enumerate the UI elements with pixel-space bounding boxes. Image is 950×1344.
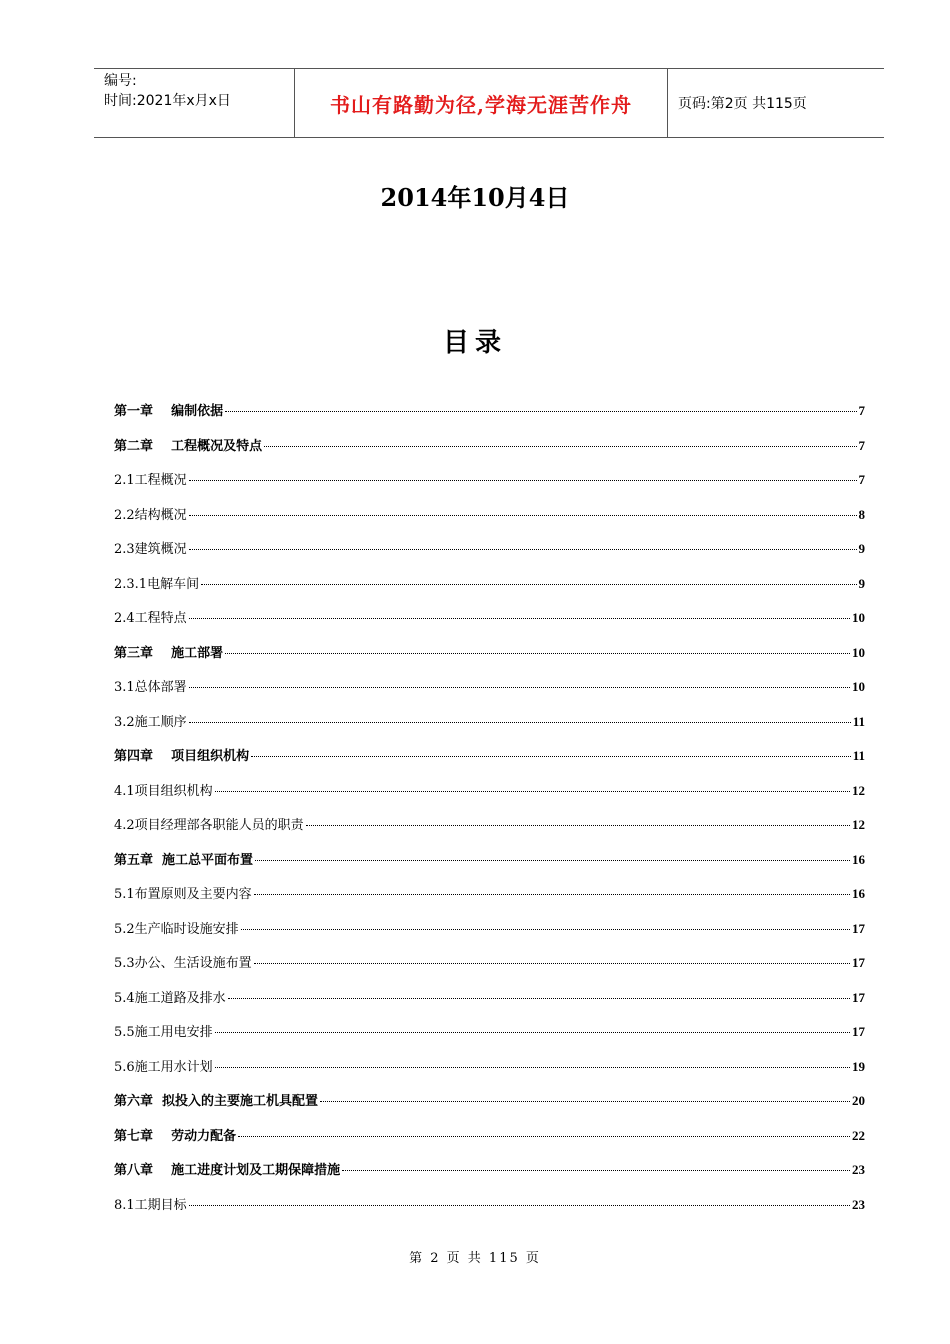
toc-leader-dots — [254, 963, 850, 964]
toc-entry[interactable] — [114, 987, 865, 1022]
toc-entry-page: 8 — [858, 506, 865, 522]
toc-leader-dots — [264, 446, 856, 447]
toc-entry[interactable] — [114, 469, 865, 504]
toc-entry-page: 17 — [852, 920, 865, 936]
toc-entry-page: 11 — [852, 748, 865, 763]
toc-entry[interactable] — [114, 814, 865, 849]
toc-entry[interactable] — [114, 1194, 865, 1229]
toc-entry-label: 5.1布置原则及主要内容 — [114, 887, 252, 902]
toc-entry-page: 7 — [858, 403, 865, 418]
toc-leader-dots — [251, 756, 851, 757]
page-header — [94, 68, 884, 138]
toc-entry-page: 23 — [852, 1196, 865, 1212]
header-page-info: 页码:第2页 共115页 — [678, 96, 807, 112]
document-date: 2014年10月4日 — [380, 183, 570, 212]
toc-leader-dots — [189, 722, 851, 723]
toc-leader-dots — [215, 1032, 850, 1033]
toc-entry[interactable] — [114, 745, 865, 780]
toc-entry-page: 11 — [852, 713, 865, 729]
toc-leader-dots — [342, 1170, 850, 1171]
toc-entry-page: 10 — [852, 679, 865, 694]
toc-leader-dots — [254, 894, 850, 895]
toc-leader-dots — [189, 549, 857, 550]
toc-entry-label: 第四章 项目组织机构 — [114, 749, 250, 764]
toc-entry-page: 23 — [852, 1162, 865, 1177]
toc-entry-label: 5.2生产临时设施安排 — [114, 921, 239, 937]
toc-entry-label: 3.1总体部署 — [114, 680, 187, 695]
toc-entry-page: 17 — [852, 989, 865, 1005]
toc-entry-label: 4.1项目组织机构 — [114, 783, 213, 799]
toc-entry-label: 第三章 施工部署 — [114, 645, 224, 661]
toc-leader-dots — [306, 825, 850, 826]
toc-entry-page: 17 — [852, 1024, 865, 1039]
toc-entry-label: 第八章 施工进度计划及工期保障措施 — [114, 1163, 341, 1178]
toc-entry-page: 22 — [852, 1127, 865, 1143]
toc-entry[interactable] — [114, 676, 865, 711]
toc-entry[interactable] — [114, 1090, 865, 1125]
toc-leader-dots — [225, 411, 856, 412]
toc-entry-label: 第五章 施工总平面布置 — [114, 852, 254, 868]
toc-leader-dots — [189, 1205, 850, 1206]
toc-entry[interactable] — [114, 573, 865, 608]
toc-entry-page: 12 — [852, 817, 865, 832]
toc-entry-label: 2.3建筑概况 — [114, 542, 187, 557]
toc-entry-page: 12 — [852, 782, 865, 798]
toc-entry-label: 4.2项目经理部各职能人员的职责 — [114, 818, 304, 833]
toc-entry-label: 5.4施工道路及排水 — [114, 990, 226, 1006]
toc-entry-page: 19 — [852, 1058, 865, 1074]
toc-entry-page: 16 — [852, 851, 865, 867]
toc-entry-label: 第一章 编制依据 — [114, 404, 224, 419]
toc-entry-page: 10 — [852, 644, 865, 660]
toc-entry[interactable] — [114, 400, 865, 435]
toc-leader-dots — [238, 1136, 850, 1137]
toc-leader-dots — [241, 929, 850, 930]
toc-entry[interactable] — [114, 883, 865, 918]
toc-entry-label: 3.2施工顺序 — [114, 714, 187, 730]
toc-entry-label: 5.3办公、生活设施布置 — [114, 956, 252, 971]
toc-entry-page: 10 — [852, 610, 865, 625]
number-label: 编号: — [104, 73, 137, 89]
toc-entry[interactable] — [114, 538, 865, 573]
toc-entry[interactable] — [114, 435, 865, 470]
toc-entry-label: 2.1工程概况 — [114, 473, 187, 488]
toc-leader-dots — [189, 480, 857, 481]
toc-entry-page: 16 — [852, 886, 865, 901]
header-motto: 书山有路勤为径,学海无涯苦作舟 — [294, 69, 668, 137]
toc-entry[interactable] — [114, 1125, 865, 1160]
toc-entry[interactable] — [114, 1056, 865, 1091]
toc-entry[interactable] — [114, 1159, 865, 1194]
toc-leader-dots — [215, 1067, 850, 1068]
toc-leader-dots — [189, 515, 857, 516]
toc-leader-dots — [228, 998, 850, 999]
toc-entry[interactable] — [114, 642, 865, 677]
toc-entry-label: 第七章 劳动力配备 — [114, 1128, 237, 1144]
toc-leader-dots — [320, 1101, 850, 1102]
toc-leader-dots — [255, 860, 850, 861]
toc-entry[interactable] — [114, 504, 865, 539]
toc-entry-label: 2.3.1电解车间 — [114, 576, 200, 592]
toc-entry-label: 第六章 拟投入的主要施工机具配置 — [114, 1094, 319, 1109]
toc-entry[interactable] — [114, 607, 865, 642]
toc-entry-page: 7 — [858, 472, 865, 487]
toc-entry-label: 8.1工期目标 — [114, 1197, 187, 1213]
toc-leader-dots — [215, 791, 850, 792]
toc-entry-label: 2.4工程特点 — [114, 611, 187, 626]
header-meta — [94, 69, 294, 137]
toc-entry[interactable] — [114, 952, 865, 987]
toc-leader-dots — [201, 584, 856, 585]
toc-entry[interactable] — [114, 711, 865, 746]
toc-leader-dots — [189, 687, 850, 688]
toc-entry-label: 5.6施工用水计划 — [114, 1059, 213, 1075]
toc-entry[interactable] — [114, 780, 865, 815]
toc-entry[interactable] — [114, 918, 865, 953]
toc-entry-label: 2.2结构概况 — [114, 507, 187, 523]
toc-entry-page: 9 — [858, 541, 865, 556]
toc-entry-page: 17 — [852, 955, 865, 970]
toc-entry[interactable] — [114, 849, 865, 884]
toc-leader-dots — [225, 653, 850, 654]
toc-entry-label: 第二章 工程概况及特点 — [114, 438, 263, 454]
table-of-contents — [114, 400, 865, 1228]
toc-title: 目录 — [442, 328, 507, 358]
toc-entry-page: 20 — [852, 1093, 865, 1108]
time-label: 时间:2021年x月x日 — [104, 93, 231, 109]
toc-leader-dots — [189, 618, 850, 619]
page-footer: 第 2 页 共 115 页 — [409, 1251, 541, 1266]
toc-entry-page: 9 — [858, 575, 865, 591]
toc-entry-label: 5.5施工用电安排 — [114, 1025, 213, 1040]
toc-entry-page: 7 — [858, 437, 865, 453]
toc-entry[interactable] — [114, 1021, 865, 1056]
